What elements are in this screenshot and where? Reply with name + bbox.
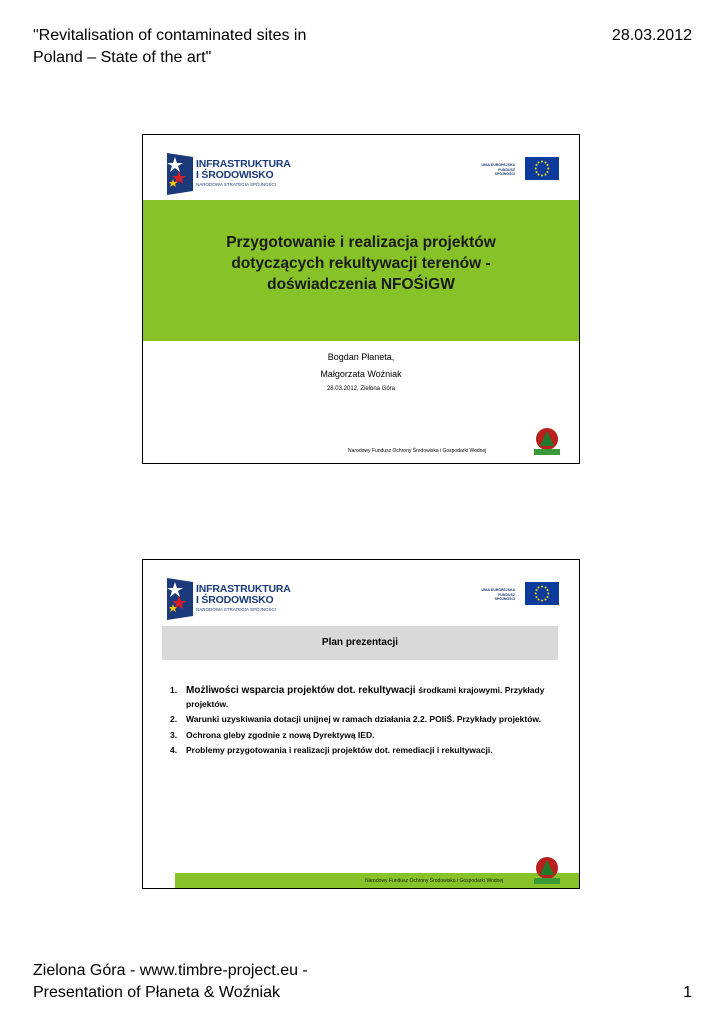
nfosigw-logo-icon	[534, 857, 560, 885]
slide-1-footer: Narodowy Fundusz Ochrony Środowiska i Gospodarki Wodnej	[348, 448, 487, 454]
eu-flag-icon	[525, 157, 559, 180]
agenda-item: 1. Możliwości wsparcia projektów dot. rekultywacji środkami krajowymi. Przykłady projektów.	[170, 685, 545, 709]
eu-logo-text: UNIA EUROPEJSKA FUNDUSZ SPÓJNOŚCI	[481, 588, 515, 601]
slide-1	[142, 134, 580, 464]
title-band	[143, 200, 579, 341]
agenda-item: 3. Ochrona gleby zgodnie z nową Dyrektywą IED.	[170, 729, 375, 740]
document-title: "Revitalisation of contaminated sites in Poland – State of the art"	[33, 27, 307, 66]
author-2: Małgorzata Woźniak	[320, 369, 402, 379]
logo-line-1: INFRASTRUKTURA	[196, 158, 291, 170]
infrastruktura-emblem-icon	[165, 151, 195, 197]
eu-logo	[477, 582, 559, 606]
plan-title-band	[162, 626, 558, 660]
page-number: 1	[683, 984, 692, 1001]
slide-2-title: Plan prezentacji	[321, 637, 399, 648]
logo-line-3: NARODOWA STRATEGIA SPÓJNOŚCI	[196, 607, 277, 612]
eu-flag-icon	[525, 582, 559, 605]
infrastruktura-emblem-icon	[165, 576, 195, 622]
slide-2	[142, 559, 580, 889]
author-1: Bogdan Płaneta,	[327, 352, 395, 362]
logo-line-2: I ŚRODOWISKO	[196, 169, 274, 181]
eu-logo	[477, 157, 559, 181]
document-footer: Zielona Góra - www.timbre-project.eu - Presentation of Płaneta & Woźniak	[33, 962, 308, 1001]
agenda-item: 2. Warunki uzyskiwania dotacji unijnej w ramach działania 2.2. POIiŚ. Przykłady projektów.	[170, 714, 542, 724]
infrastruktura-logo	[165, 151, 295, 197]
slide-2-footer: Narodowy Fundusz Ochrony Środowiska i Gospodarki Wodnej	[365, 878, 504, 884]
eu-logo-text: UNIA EUROPEJSKA FUNDUSZ SPÓJNOŚCI	[481, 163, 515, 176]
nfosigw-logo-icon	[534, 428, 560, 456]
slide-1-title: Przygotowanie i realizacja projektów dotyczących rekultywacji terenów - doświadczenia NFOŚiGW	[226, 234, 496, 293]
agenda-list	[170, 684, 550, 760]
agenda-item: 4. Problemy przygotowania i realizacji projektów dot. remediacji i rekultywacji.	[170, 745, 493, 755]
document-date: 28.03.2012	[611, 27, 692, 44]
logo-line-2: I ŚRODOWISKO	[196, 594, 274, 606]
infrastruktura-logo	[165, 576, 295, 622]
logo-line-1: INFRASTRUKTURA	[196, 583, 291, 595]
logo-line-3: NARODOWA STRATEGIA SPÓJNOŚCI	[196, 182, 277, 187]
date-place: 28.03.2012, Zielona Góra	[326, 386, 396, 392]
slide-2-footer-band	[143, 873, 579, 888]
